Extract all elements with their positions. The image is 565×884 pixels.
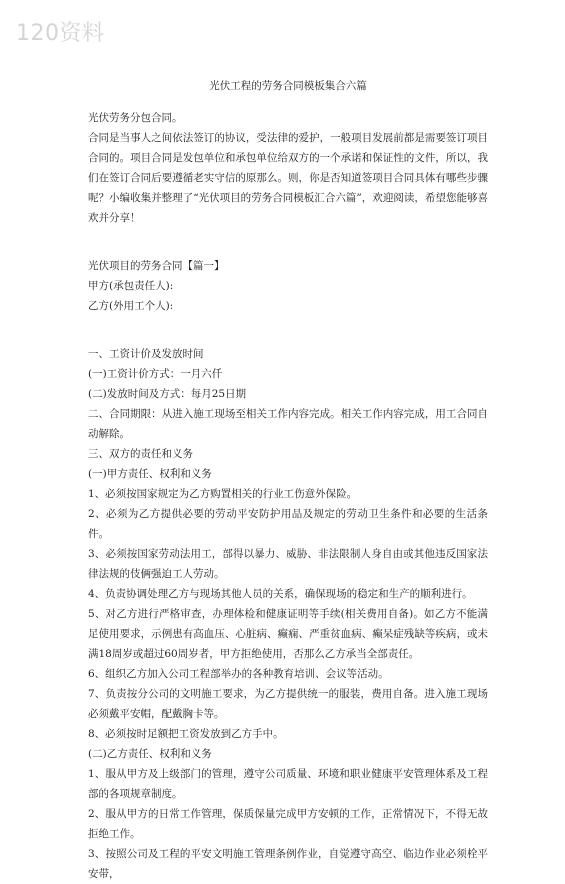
party-a-duty-7: 7、负责按分公司的文明施工要求，为乙方提供统一的服装，费用自备。进入施工现场必须戴平安帽，配戴胸卡等。 bbox=[88, 688, 488, 720]
spacer bbox=[88, 316, 488, 344]
section-title: 光伏项目的劳务合同【篇一】 bbox=[88, 260, 225, 272]
party-a-line: 甲方(承包责任人): bbox=[88, 280, 174, 292]
party-a-duty-2: 2、必须为乙方提供必要的劳动平安防护用品及规定的劳动卫生条件和必要的生活条件。 bbox=[88, 508, 488, 540]
party-a-duty-4: 4、负责协调处理乙方与现场其他人员的关系，确保现场的稳定和生产的顺利进行。 bbox=[88, 588, 473, 600]
spacer bbox=[88, 228, 488, 256]
intro-paragraph: 合同是当事人之间依法签订的协议，受法律的爱护，一般项目发展前都是需要签订项目合同的。项目合同是发包单位和承包单位给双方的一个承诺和保证性的文件，所以，我们在签订合同后要遵循老实守信的原那么。则，你是否知道签项目合同具体有哪些步骤呢？小编收集并整理了“光伏项目的劳务合同模板汇合六篇”，欢迎阅读，希望您能够喜欢并分享！ bbox=[88, 132, 488, 224]
clause-heading-1: 一、工资计价及发放时间 bbox=[88, 348, 204, 360]
party-a-duty-8: 8、必须按时足额把工资发放到乙方手中。 bbox=[88, 728, 284, 740]
document-title: 光伏工程的劳务合同模板集合六篇 bbox=[209, 80, 367, 92]
party-a-duty-3: 3、必须按国家劳动法用工，部得以暴力、威胁、非法限制人身自由或其他违反国家法律法规的伎俩强迫工人劳动。 bbox=[88, 548, 488, 580]
party-b-duty-1: 1、服从甲方及上级部门的管理，遵守公司质量、环境和职业健康平安管理体系及工程部的各项规章制度。 bbox=[88, 768, 488, 800]
clause-3-1-heading: (一)甲方责任、权利和义务 bbox=[88, 468, 212, 480]
party-b-duty-2: 2、服从甲方的日常工作管理，保质保量完成甲方安顿的工作，正常情况下，不得无故拒绝工作。 bbox=[88, 808, 488, 840]
party-a-duty-6: 6、组织乙方加入公司工程部举办的各种教育培训、会议等活动。 bbox=[88, 668, 389, 680]
party-b-line: 乙方(外用工个人): bbox=[88, 300, 174, 312]
watermark-logo: 120资料 bbox=[16, 21, 105, 46]
document-page bbox=[88, 76, 488, 884]
clause-3-2-heading: (二)乙方责任、权利和义务 bbox=[88, 748, 212, 760]
clause-1-1: (一)工资计价方式：一月六仟 bbox=[88, 368, 223, 380]
clause-heading-3: 三、双方的责任和义务 bbox=[88, 448, 193, 460]
clause-1-2: (二)发放时间及方式：每月25日期 bbox=[88, 388, 247, 400]
clause-heading-2: 二、合同期限：从进入施工现场至相关工作内容完成。相关工作内容完成，用工合同自动解除。 bbox=[88, 408, 488, 440]
party-a-duty-1: 1、必须按国家规定为乙方购置相关的行业工伤意外保险。 bbox=[88, 488, 358, 500]
intro-heading: 光伏劳务分包合同。 bbox=[88, 112, 183, 124]
party-a-duty-5: 5、对乙方进行严格审查，办理体检和健康证明等手续(相关费用自备)。如乙方不能满足使用要求，示例患有高血压、心脏病、癫痫、严重贫血病、癫呆症残缺等疾病，或未满18周岁或超过60周岁者，甲方拒绝使用，否那么乙方承当全部责任。 bbox=[88, 608, 488, 660]
party-b-duty-3: 3、按照公司及工程的平安文明施工管理条例作业，自觉遵守高空、临边作业必须栓平安带， bbox=[88, 848, 488, 880]
